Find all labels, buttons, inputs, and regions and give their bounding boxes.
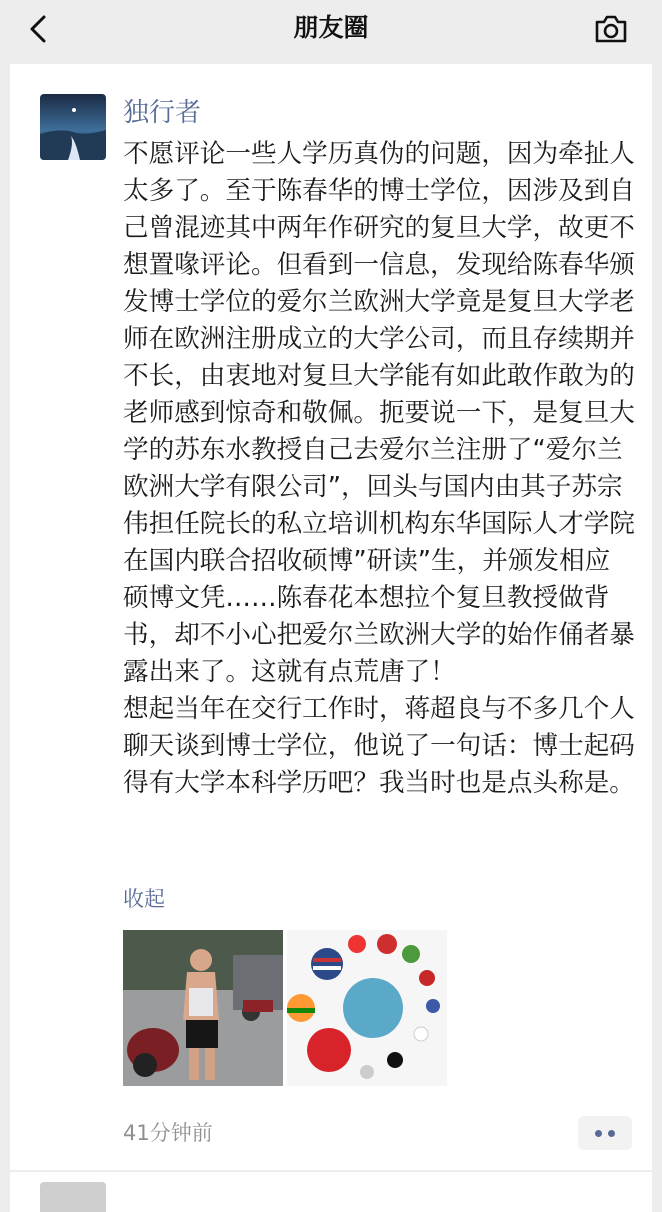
post-text: 不愿评论一些人学历真伪的问题，因为牵扯人太多了。至于陈春华的博士学位，因涉及到自己曾混迹其中两年作研究的复旦大学，故更不想置喙评论。但看到一信息，发现给陈春华颁发博士学位的爱尔兰欧洲大学竟是复旦大学老师在欧洲注册成立的大学公司，而且存续期并不长，由衷地对复旦大学能有如此敢作敢为的老师感到惊奇和敬佩。扼要说一下，是复旦大学的苏东水教授自己去爱尔兰注册了“爱尔兰欧洲大学有限公司”，回头与国内由其子苏宗伟担任院长的私立培训机构东华国际人才学院在国内联合招收硕博”研读”生，并颁发相应硕博文凭……陈春花本想拉个复旦教授做背书，却不小心把爱尔兰欧洲大学的始作俑者暴露出来了。这就有点荒唐了！ 想起当年在交行工作时，蒋超良与不多几个人聊天谈到博士学位，他说了一句话：博士起码得有大学本科学历吧？我当时也是点头称是。 (123, 139, 635, 798)
avatar-landscape-image (40, 94, 106, 160)
moment-post-card (10, 64, 652, 1170)
camera-icon[interactable] (594, 14, 628, 44)
post-photo-2[interactable] (287, 930, 447, 1086)
avatar[interactable] (40, 94, 106, 160)
top-navigation-bar (0, 0, 662, 58)
collapse-link[interactable]: 收起 (123, 887, 165, 911)
avatar[interactable] (40, 1182, 106, 1212)
more-actions-button[interactable] (578, 1116, 632, 1150)
post-photo-1[interactable] (123, 930, 283, 1086)
more-dots-icon (608, 1130, 615, 1137)
next-post-card (10, 1172, 652, 1212)
more-dots-icon (595, 1130, 602, 1137)
page-title: 朋友圈 (293, 13, 369, 42)
photo-economies-infographic-image (287, 930, 447, 1086)
photo-street-man-image (123, 930, 283, 1086)
post-timestamp: 41分钟前 (123, 1121, 213, 1145)
post-author-name[interactable]: 独行者 (123, 98, 202, 128)
